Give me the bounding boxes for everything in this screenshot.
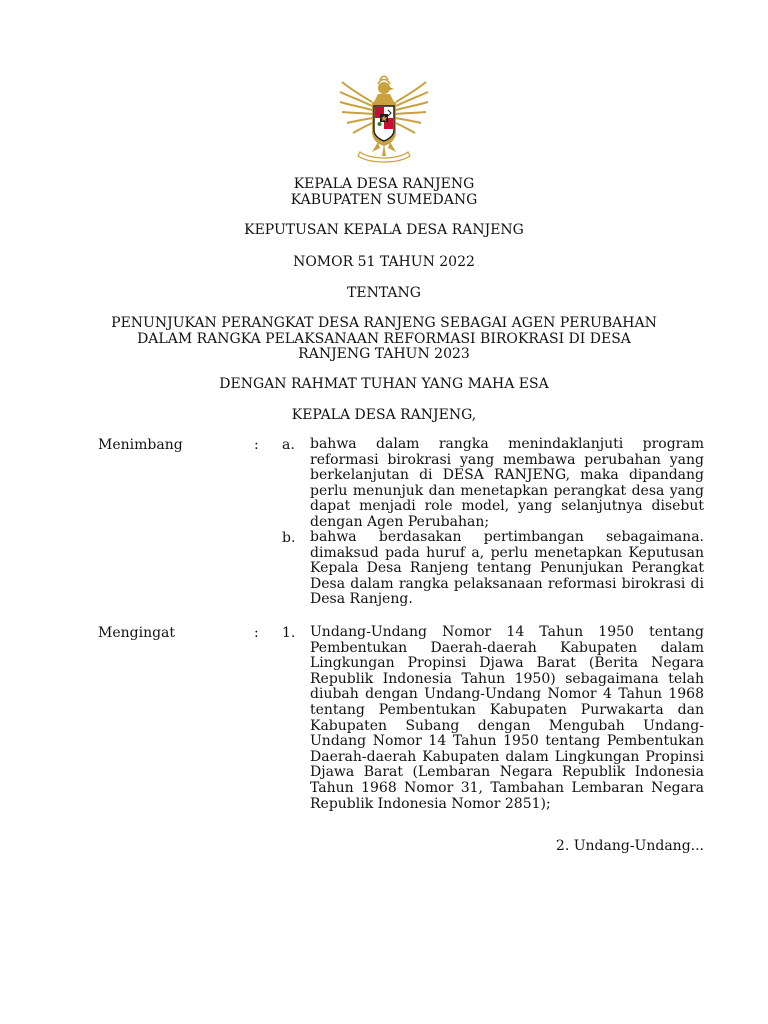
subject-line-2: DALAM RANGKA PELAKSANAAN REFORMASI BIROKRASI DI DESA [137, 331, 631, 347]
menimbang-colon: : [254, 437, 259, 453]
menimbang-item-b-text: bahwa berdasakan pertimbangan sebagaimana. dimaksud pada huruf a, perlu menetapkan Keputusan Kepala Desa Ranjeng tentang Penunjukan Perangkat Desa dalam rangka pelaksanaan reformasi birokrasi di Desa Ranjeng. [310, 529, 704, 608]
menimbang-item-b-marker: b. [282, 530, 296, 546]
subject-line-1: PENUNJUKAN PERANGKAT DESA RANJENG SEBAGAI AGEN PERUBAHAN [111, 315, 657, 331]
invocation-line: DENGAN RAHMAT TUHAN YANG MAHA ESA [219, 376, 549, 392]
authority-line: KEPALA DESA RANJENG, [291, 407, 477, 423]
subject-line-3: RANJENG TAHUN 2023 [298, 346, 470, 362]
org-name-line: KEPALA DESA RANJENG [293, 176, 475, 192]
mengingat-item-1-marker: 1. [282, 625, 296, 641]
mengingat-item-1-text: Undang-Undang Nomor 14 Tahun 1950 tentang Pembentukan Daerah-daerah Kabupaten dalam Lingkungan Propinsi Djawa Barat (Berita Negara Republik Indonesia Tahun 1950) sebagaimana telah diubah dengan Undang-Undang Nomor 4 Tahun 1968 tentang Pembentukan Kabupaten Purwakarta dan Kabupaten Subang dengan Mengubah Undang-Undang Nomor 14 Tahun 1950 tentang Pembentukan Daerah-daerah Kabupaten dalam Lingkungan Propinsi Djawa Barat (Lembaran Negara Republik Indonesia Tahun 1968 Nomor 31, Tambahan Lembaran Negara Republik Indonesia Nomor 2851); [310, 624, 704, 812]
mengingat-label: Mengingat [98, 625, 176, 641]
garuda-pancasila-emblem [336, 72, 432, 164]
page-continuation: 2. Undang-Undang... [555, 838, 704, 854]
decree-title: KEPUTUSAN KEPALA DESA RANJENG [244, 222, 524, 238]
menimbang-label: Menimbang [98, 437, 183, 453]
about-heading: TENTANG [347, 285, 421, 301]
menimbang-item-a-text: bahwa dalam rangka menindaklanjuti program reformasi birokrasi yang membawa perubahan yang berkelanjutan di DESA RANJENG, maka dipandang perlu menunjuk dan menetapkan perangkat desa yang dapat menjadi role model, yang selanjutnya disebut dengan Agen Perubahan; [310, 436, 704, 530]
mengingat-colon: : [254, 625, 259, 641]
regency-name-line: KABUPATEN SUMEDANG [290, 192, 478, 208]
menimbang-item-a-marker: a. [282, 437, 295, 453]
decree-number: NOMOR 51 TAHUN 2022 [293, 254, 475, 270]
